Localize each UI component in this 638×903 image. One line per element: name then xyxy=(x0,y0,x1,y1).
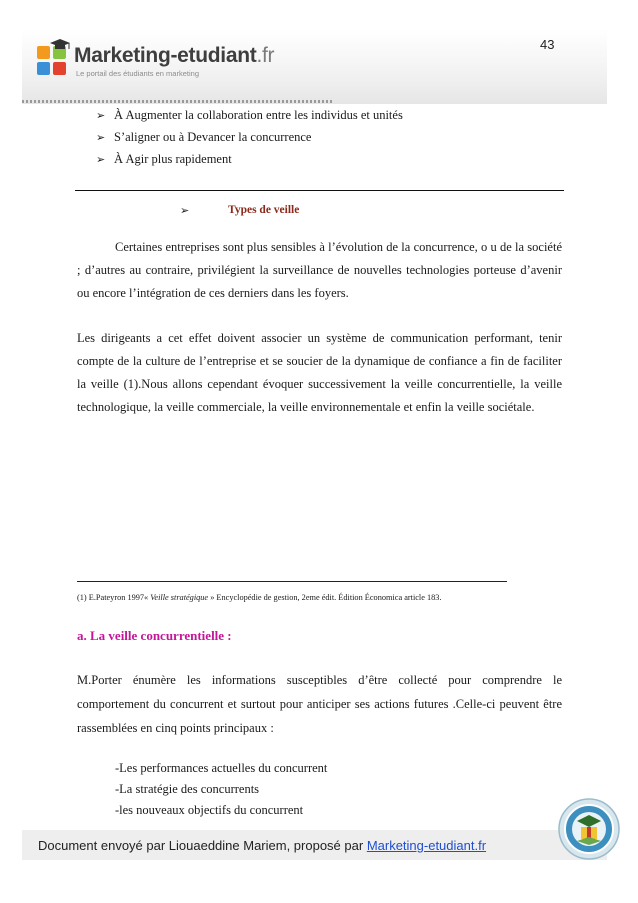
horizontal-rule xyxy=(75,190,564,191)
footnote-prefix: (1) E.Pateyron 1997« xyxy=(77,593,151,602)
arrow-bullet-icon: ➢ xyxy=(96,131,106,144)
footer-text xyxy=(38,838,486,853)
page-number: 43 xyxy=(540,37,555,52)
bullet-item xyxy=(96,152,232,167)
logo-name: Marketing-etudiant xyxy=(74,44,257,67)
bullet-text: À Agir plus rapidement xyxy=(114,152,232,166)
section-title-concurrentielle: a. La veille concurrentielle : xyxy=(77,628,232,643)
logo-wordmark xyxy=(74,44,274,68)
arrow-bullet-icon: ➢ xyxy=(96,153,106,166)
logo-tagline: Le portail des étudiants en marketing xyxy=(76,69,199,78)
university-seal-icon xyxy=(557,797,621,861)
body-paragraph: Les dirigeants a cet effet doivent associer un système de communication performant, tenir compte de la culture de l’entreprise et se soucier de la dynamique de confiance a fin de faciliter la veille (1).Nous allons cependant évoquer successivement la veille concurrentielle, la veille technologique, la veille commerciale, la veille environnementale et enfin la veille sociétale. xyxy=(77,331,562,414)
bullet-item xyxy=(96,130,311,145)
footnote-rule xyxy=(77,581,507,582)
arrow-bullet-icon: ➢ xyxy=(96,109,106,122)
footnote-suffix: » Encyclopédie de gestion, 2eme édit. Édition Économica article 183. xyxy=(208,593,442,602)
bullet-item xyxy=(96,108,403,123)
graduation-cap-icon xyxy=(49,38,71,52)
header-dotted-divider xyxy=(22,100,332,103)
footnote-title: Veille stratégique xyxy=(150,593,209,602)
footer-site-link[interactable]: Marketing-etudiant.fr xyxy=(366,838,487,853)
footer-label: Document envoyé par Liouaeddine Mariem, proposé par xyxy=(38,838,367,853)
section-title-types: Types de veille xyxy=(228,204,300,216)
logo-tile-red xyxy=(53,62,66,75)
bullet-text: S’aligner ou à Devancer la concurrence xyxy=(114,130,312,144)
list-item: -Les performances actuelles du concurrent xyxy=(115,761,328,775)
footnote xyxy=(77,593,442,602)
list-item: -les nouveaux objectifs du concurrent xyxy=(115,803,304,817)
logo-tld: .fr xyxy=(256,44,275,67)
body-paragraph: M.Porter énumère les informations susceptibles d’être collecté pour comprendre le comportement du concurrent et surtout pour anticiper ses actions futures .Celle-ci peuvent être rassemblées en cinq points principaux : xyxy=(77,673,562,735)
logo-tile-blue xyxy=(37,62,50,75)
arrow-bullet-icon: ➢ xyxy=(180,204,190,217)
bullet-text: À Augmenter la collaboration entre les individus et unités xyxy=(114,108,403,122)
logo-tiles-icon xyxy=(37,46,67,76)
list-item: -La stratégie des concurrents xyxy=(115,782,260,796)
body-paragraph: Certaines entreprises sont plus sensibles à l’évolution de la concurrence, o u de la société ; d’autres au contraire, privilégient la surveillance de nouvelles technologies porteuse d’avenir ou encore l’intégration de ces derniers dans les foyers. xyxy=(77,240,562,300)
